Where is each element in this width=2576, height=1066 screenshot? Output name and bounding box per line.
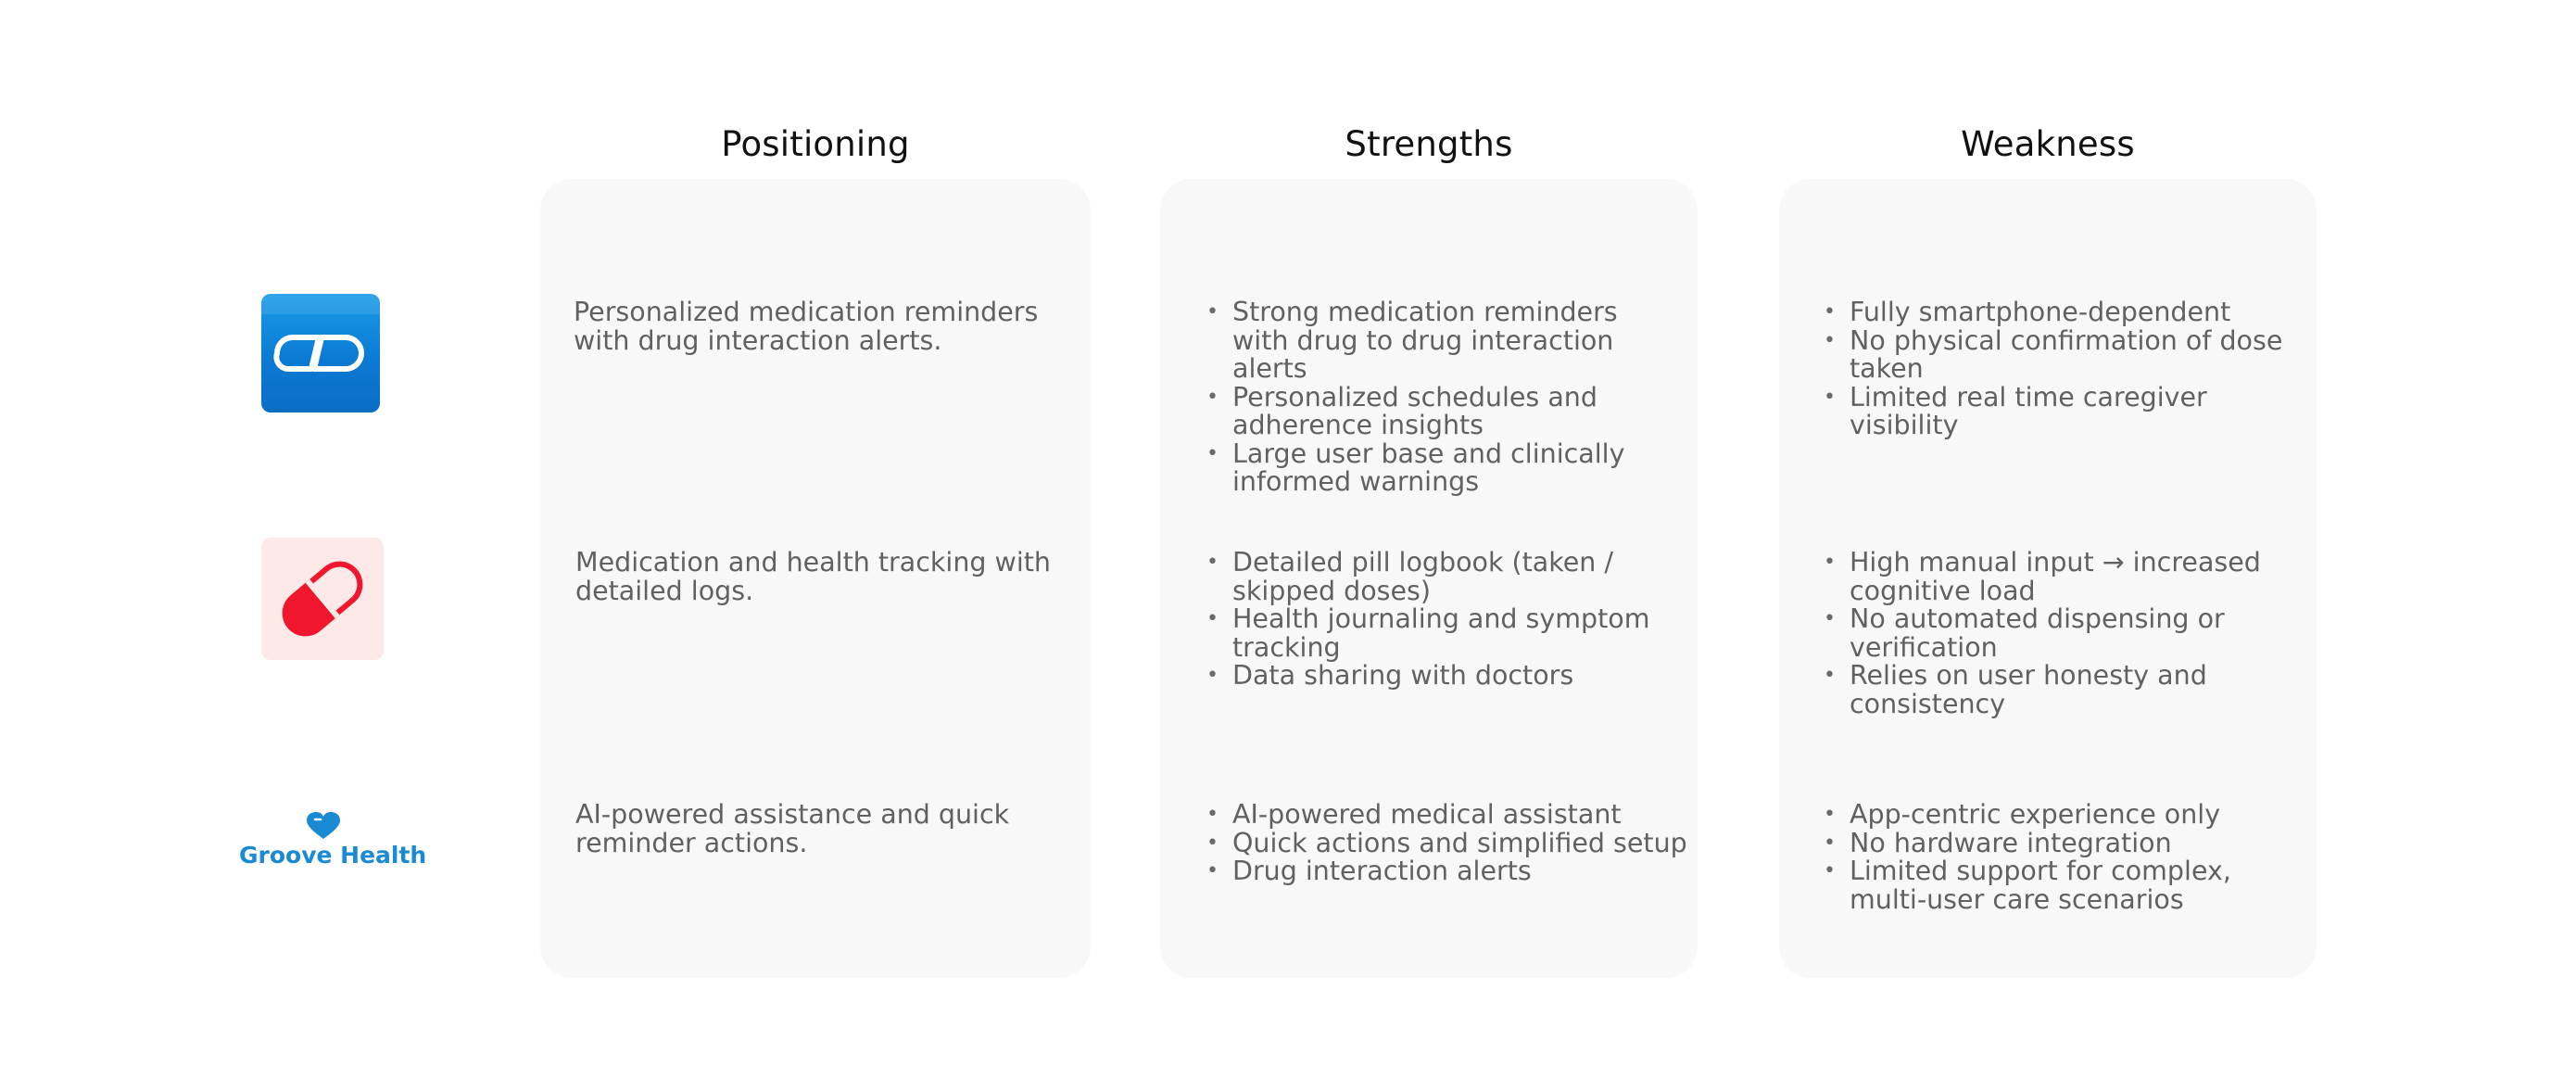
row1-strengths <box>1206 298 1670 497</box>
row3-weakness <box>1824 801 2287 914</box>
groove-health-logo-text: Groove Health <box>239 842 427 869</box>
row3-positioning <box>575 801 1039 857</box>
row2-weakness <box>1824 549 2287 718</box>
list-item: • Fully smartphone-dependent <box>1824 298 2287 327</box>
list-item: • No hardware integration <box>1824 830 2287 858</box>
column-title-strengths: Strengths <box>1345 124 1513 164</box>
list-item: • Personalized schedules and adherence insights <box>1206 384 1670 440</box>
list-item: • Health journaling and symptom tracking <box>1206 605 1688 662</box>
list-item: • No automated dispensing or verification <box>1824 605 2287 662</box>
row2-positioning <box>575 549 1057 605</box>
list-item: • Relies on user honesty and consistency <box>1824 662 2287 718</box>
row2-strengths <box>1206 549 1688 691</box>
groove-heart-logo-icon <box>239 811 427 869</box>
row3-strengths <box>1206 801 1688 886</box>
list-item: • AI-powered medical assistant <box>1206 801 1688 830</box>
list-item: • Strong medication reminders with drug to drug interaction alerts <box>1206 298 1670 384</box>
list-item: • No physical confirmation of dose taken <box>1824 327 2287 384</box>
medisafe-pill-logo-icon <box>261 294 380 412</box>
red-capsule-logo-icon <box>261 538 384 660</box>
list-item: • High manual input → increased cognitive load <box>1824 549 2287 605</box>
list-item: • Quick actions and simplified setup <box>1206 830 1688 858</box>
list-item: • Detailed pill logbook (taken / skipped doses) <box>1206 549 1688 605</box>
list-item: • Limited support for complex, multi-user care scenarios <box>1824 857 2287 914</box>
list-item: • Drug interaction alerts <box>1206 857 1688 886</box>
positioning-text: Medication and health tracking with detailed logs. <box>575 547 1051 606</box>
positioning-text: Personalized medication reminders with drug interaction alerts. <box>574 297 1039 356</box>
list-item: • Data sharing with doctors <box>1206 662 1688 691</box>
list-item: • Limited real time caregiver visibility <box>1824 384 2287 440</box>
list-item: • App-centric experience only <box>1824 801 2287 830</box>
list-item: • Large user base and clinically informed warnings <box>1206 440 1670 497</box>
column-title-positioning: Positioning <box>721 124 910 164</box>
positioning-text: AI-powered assistance and quick reminder actions. <box>575 799 1010 858</box>
column-title-weakness: Weakness <box>1961 124 2135 164</box>
row1-weakness <box>1824 298 2287 440</box>
row1-positioning <box>574 298 1074 355</box>
